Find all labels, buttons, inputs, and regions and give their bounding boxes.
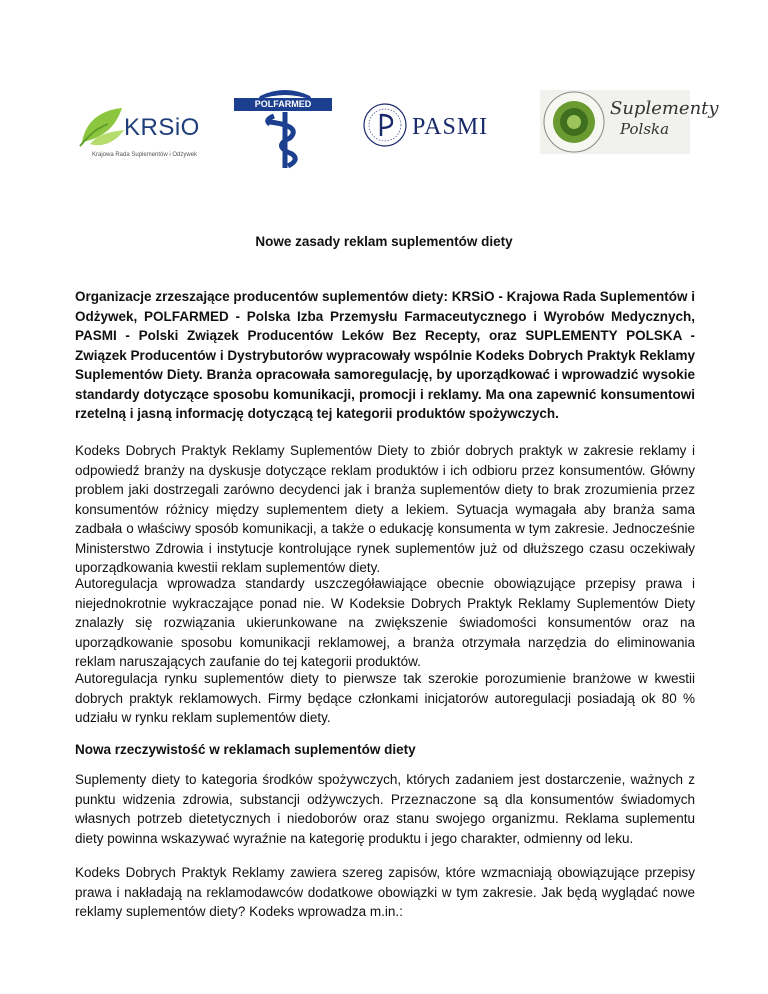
section-heading: Nowa rzeczywistość w reklamach suplementów diety xyxy=(75,742,416,757)
pasmi-logo xyxy=(362,96,522,156)
krsio-logo xyxy=(78,100,218,160)
paragraph-porozumienie: Autoregulacja rynku suplementów diety to pierwsze tak szerokie porozumienie branżowe w kwestii dobrych praktyk reklamowych. Firmy będące członkami inicjatorów autoregulacji posiadają ok 80 % udziału w rynku reklam suplementów diety. xyxy=(75,671,695,725)
suplementy-wordmark: Suplementy xyxy=(610,98,719,119)
paragraph-zapisy: Kodeks Dobrych Praktyk Reklamy zawiera szereg zapisów, które wzmacniają obowiązujące przepisy prawa i nakładają na reklamodawców dodatkowe obowiązki w tym zakresie. Jak będą wyglądać nowe reklamy suplementów diety? Kodeks wprowadza m.in.: xyxy=(75,865,695,919)
intro-paragraph: Organizacje zrzeszające producentów suplementów diety: KRSiO - Krajowa Rada Suplementów i Odżywek, POLFARMED - Polska Izba Przemysłu Farmaceutycznego i Wyrobów Medycznych, PASMI - Polski Związek Producentów Leków Bez Recepty, oraz SUPLEMENTY POLSKA - Związek Producentów i Dystrybutorów wypracowały wspólnie Kodeks Dobrych Praktyk Reklamy Suplementów Diety. Branża opracowała samoregulację, by uporządkować i wprowadzić wysokie standardy dotyczące sposobu komunikacji, promocji i reklamy. Ma ona zapewnić konsumentowi rzetelną i jasną informację dotyczącą tej kategorii produktów spożywczych. xyxy=(75,289,695,421)
polska-wordmark: Polska xyxy=(620,120,670,138)
pasmi-seal-icon xyxy=(362,102,408,148)
polfarmed-logo xyxy=(230,86,340,170)
partner-logos xyxy=(0,80,768,170)
polfarmed-wordmark: POLFARMED xyxy=(234,98,332,111)
paragraph-autoregulacja: Autoregulacja wprowadza standardy uszczegóławiające obecnie obowiązujące przepisy prawa i niejednokrotnie wykraczające ponad nie. W Kodeksie Dobrych Praktyk Reklamy Suplementów Diety znalazły się rozwiązania ukierunkowane na zwiększenie świadomości konsumentów oraz na uporządkowanie sposobu komunikacji reklamowej, a branża otrzymała narzędzia do eliminowania reklam naruszających zaufanie do tej kategorii produktów. xyxy=(75,576,695,669)
pasmi-wordmark: PASMI xyxy=(412,114,489,140)
leaf-icon xyxy=(78,102,128,152)
suplementy-polska-logo xyxy=(540,90,719,154)
krsio-wordmark: KRSiO xyxy=(124,114,200,141)
seal-icon xyxy=(542,90,606,154)
krsio-subtitle: Krajowa Rada Suplementów i Odżywek xyxy=(92,152,198,158)
paragraph-kodeks: Kodeks Dobrych Praktyk Reklamy Suplementów Diety to zbiór dobrych praktyk w zakresie reklamy i odpowiedź branży na dyskusje dotyczące reklam produktów i ich odbioru przez konsumentów. Główny problem jaki dostrzegali zarówno decydenci jak i branża suplementów diety to brak zrozumienia przez konsumentów różnicy między suplementem diety a lekiem. Sytuacja wymagała aby branża sama zadbała o właściwy sposób komunikacji, a także o edukację konsumenta w tym zakresie. Jednocześnie Ministerstwo Zdrowia i instytucje kontrolujące rynek suplementów już od dłuższego czasu oczekiwały uporządkowania kwestii reklam suplementów diety. xyxy=(75,443,695,575)
document-title: Nowe zasady reklam suplementów diety xyxy=(255,234,513,249)
paragraph-suplementy: Suplementy diety to kategoria środków spożywczych, których zadaniem jest dostarczenie, ważnych z punktu widzenia zdrowia, substancji odżywczych. Przeznaczone są dla konsumentów świadomych własnych potrzeb dietetycznych i niedoborów oraz stanu swojego organizmu. Reklama suplementu diety powinna wskazywać wyraźnie na kategorię produktu i jego charakter, odmienny od leku. xyxy=(75,772,695,846)
